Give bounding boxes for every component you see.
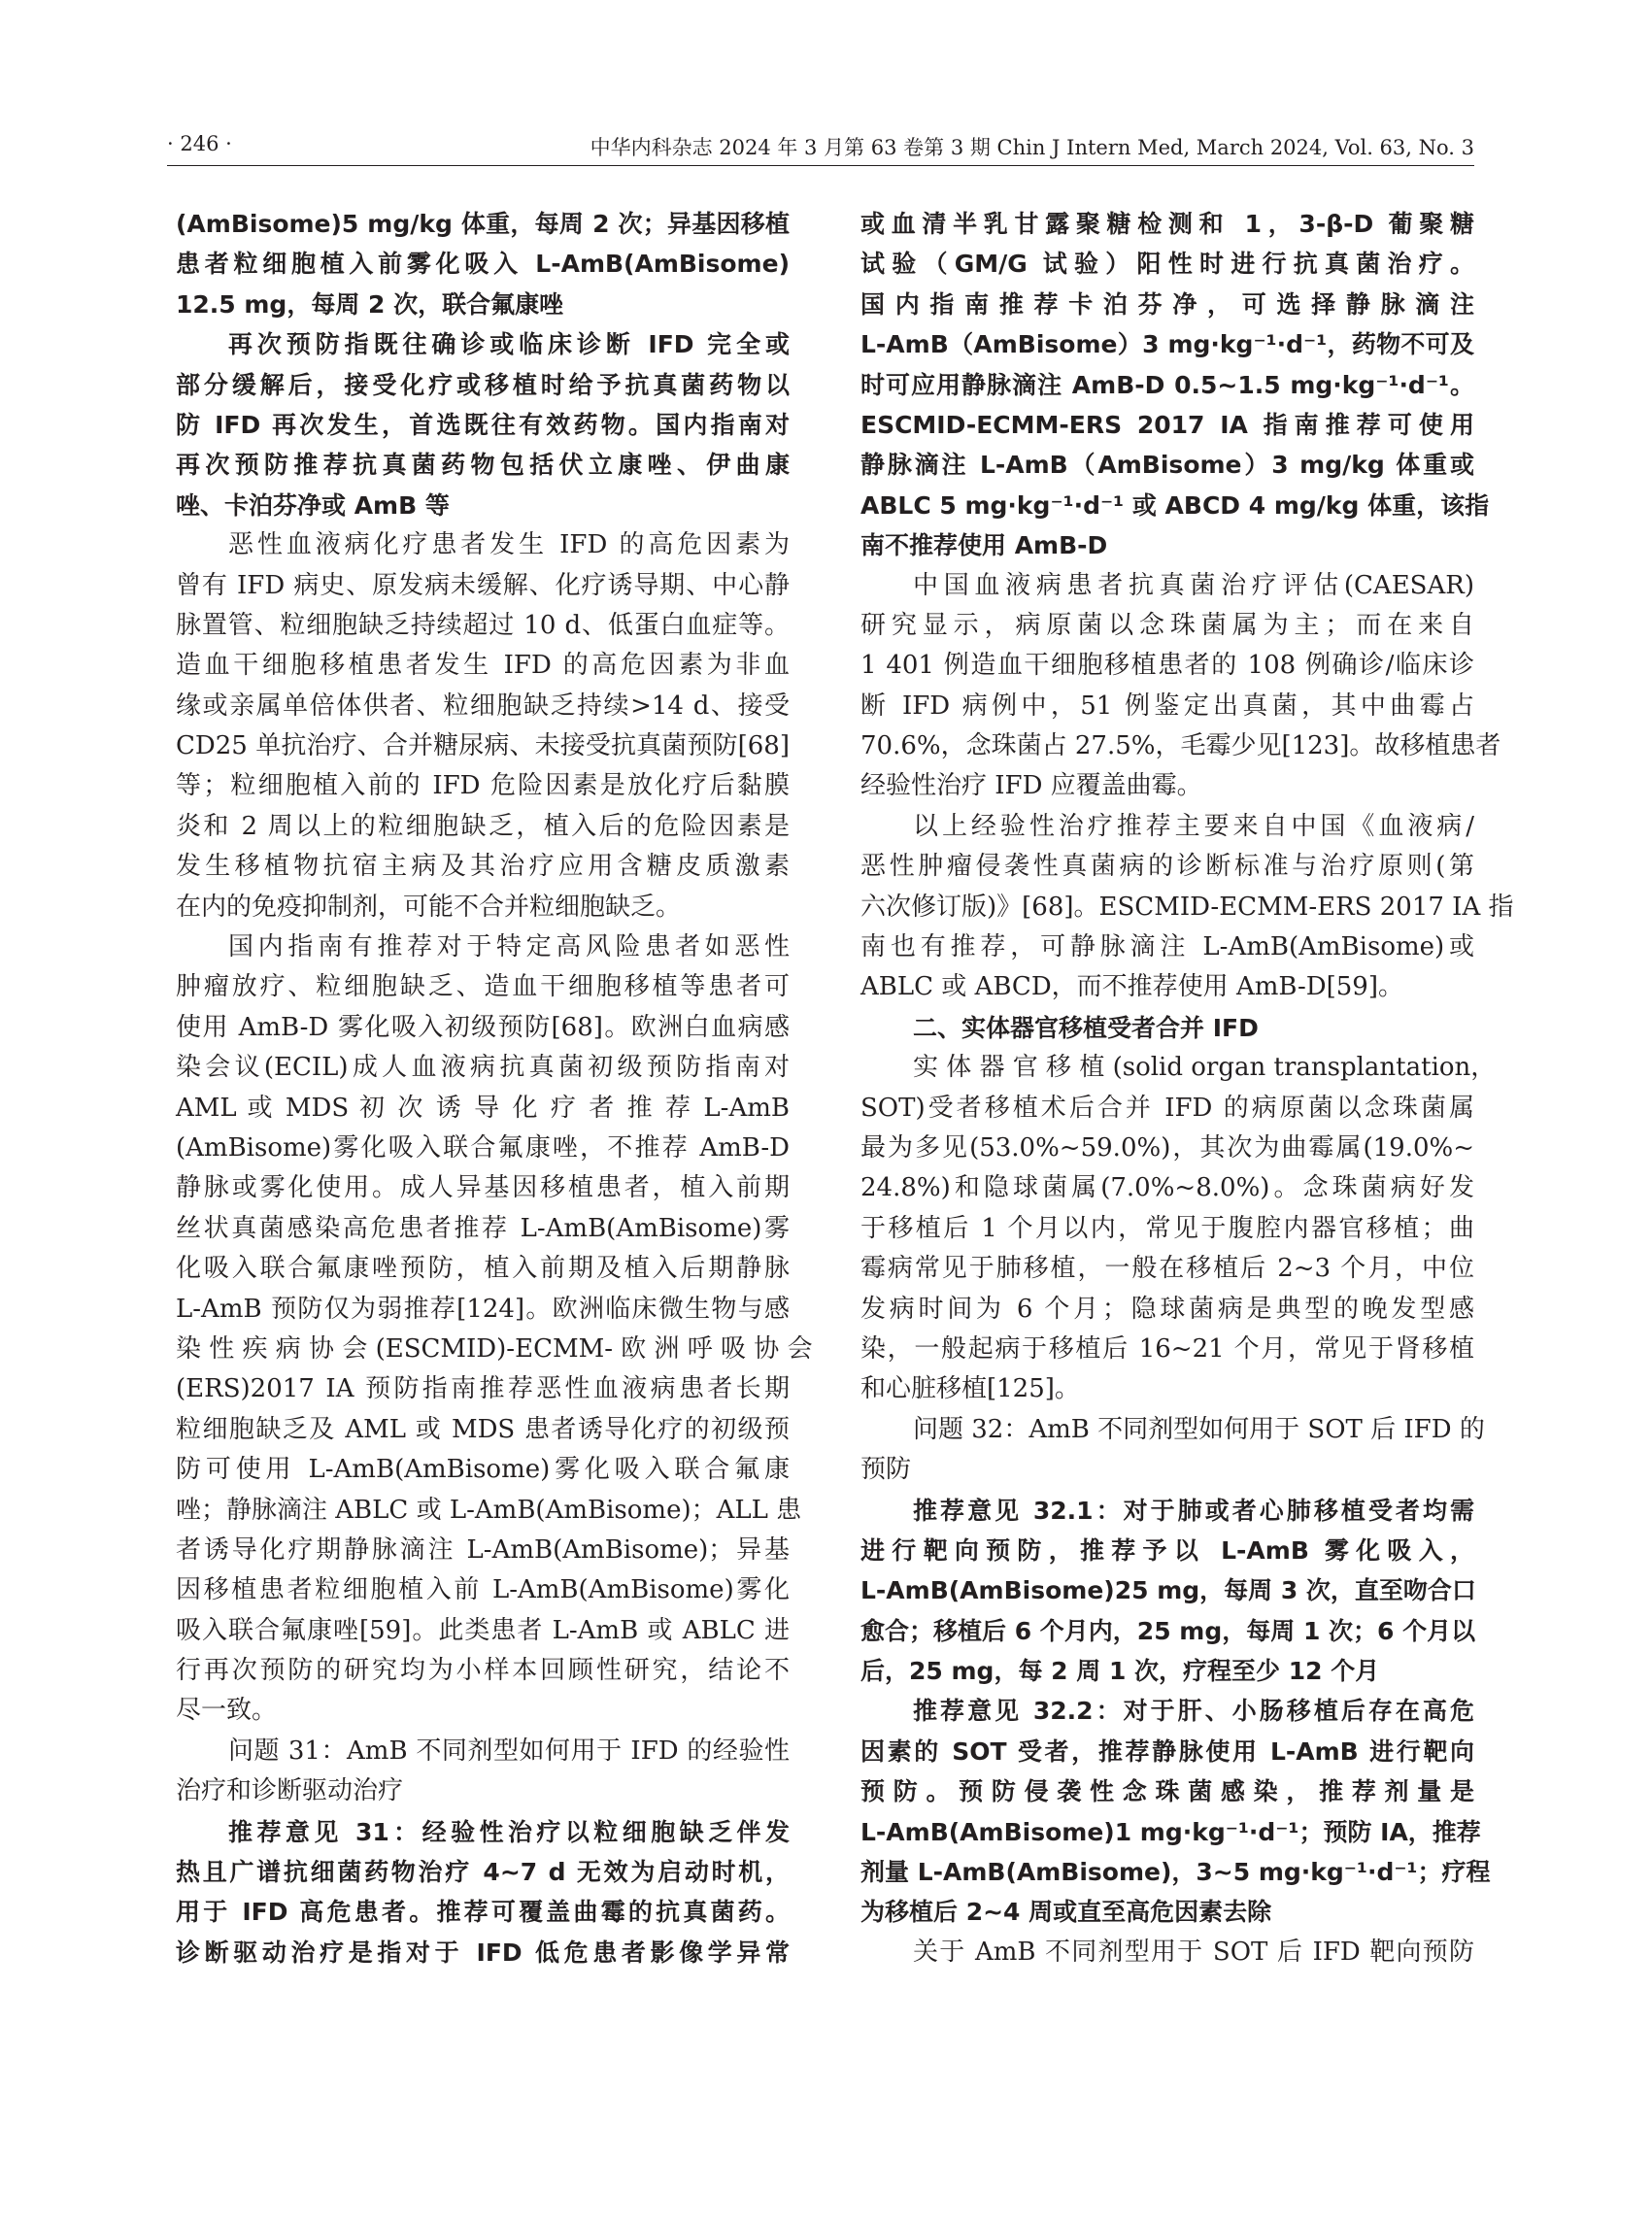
text-line [176, 405, 790, 445]
text-line [176, 1209, 790, 1249]
text-line [176, 687, 790, 726]
text-line-content: 国内指南推荐卡泊芬净，可选择静脉滴注 [860, 289, 1474, 319]
page-number: · 246 · [167, 132, 232, 155]
text-line-content: 唑；静脉滴注 ABLC 或 L-AmB(AmBisome)；ALL 患 [176, 1495, 802, 1525]
text-line-content: 造血干细胞移植患者发生 IFD 的高危因素为非血 [176, 651, 790, 681]
text-line-content: AML 或 MDS 初 次 诱 导 化 疗 者 推 荐 L-AmB [176, 1093, 790, 1123]
text-line-content: ABLC 或 ABCD，而不推荐使用 AmB-D[59]。 [860, 972, 1403, 1002]
text-line [860, 525, 1474, 565]
text-line-content: L-AmB(AmBisome)25 mg，每周 3 次，直至吻合口 [860, 1576, 1476, 1605]
text-line [176, 1129, 790, 1168]
text-line-content: 最为多见(53.0%~59.0%)，其次为曲霉属(19.0%~ [860, 1132, 1474, 1163]
text-line [860, 1168, 1474, 1208]
text-line [860, 606, 1474, 646]
right-column [860, 204, 1514, 1972]
text-line [176, 646, 790, 686]
text-line [860, 1691, 1474, 1731]
text-line [176, 1732, 790, 1771]
text-line-content: 实 体 器 官 移 植 (solid organ transplantation， [913, 1053, 1497, 1083]
text-line [860, 927, 1474, 967]
text-line-content: 二、实体器官移植受者合并 IFD [913, 1013, 1259, 1042]
text-line [176, 927, 790, 967]
text-line-content: 行再次预防的研究均为小样本回顾性研究，结论不 [176, 1656, 790, 1686]
text-line [860, 365, 1474, 405]
text-line-content: 发生移植物抗宿主病及其治疗应用含糖皮质激素 [176, 852, 790, 882]
text-line [860, 687, 1474, 726]
text-line [860, 1611, 1474, 1651]
text-line-content: 诊断驱动治疗是指对于 IFD 低危患者影像学异常 [176, 1938, 790, 1967]
text-line [860, 1933, 1474, 1972]
text-line-content: 防可使用 L-AmB(AmBisome)雾化吸入联合氟康 [176, 1455, 790, 1485]
text-line [176, 244, 790, 284]
text-line [176, 766, 790, 806]
text-line [176, 888, 790, 927]
text-line [176, 1771, 790, 1811]
text-line-content: 染会议(ECIL)成人血液病抗真菌初级预防指南对 [176, 1053, 790, 1083]
text-line [176, 285, 790, 324]
text-line [176, 807, 790, 847]
text-line-content: 南不推荐使用 AmB-D [860, 531, 1108, 560]
text-line-content: 预防 [860, 1455, 912, 1485]
text-line-content: (AmBisome)雾化吸入联合氟康唑，不推荐 AmB-D [176, 1132, 790, 1163]
text-line-content: 唑、卡泊芬净或 AmB 等 [176, 490, 450, 520]
text-line-content: 尽一致。 [176, 1696, 278, 1726]
text-line-content: 再次预防推荐抗真菌药物包括伏立康唑、伊曲康 [176, 451, 790, 480]
text-line [176, 1450, 790, 1490]
text-line-content: 再次预防指既往确诊或临床诊断 IFD 完全或 [228, 330, 790, 359]
text-line-content: 染 性 疾 病 协 会 (ESCMID)-ECMM- 欧 洲 呼 吸 协 会 [176, 1333, 813, 1364]
text-line [860, 1249, 1474, 1289]
text-line-content: 缘或亲属单倍体供者、粒细胞缺乏持续>14 d、接受 [176, 691, 790, 721]
text-line [860, 1812, 1481, 1852]
text-line-content: 脉置管、粒细胞缺乏持续超过 10 d、低蛋白血症等。 [176, 610, 790, 640]
text-line-content: 丝状真菌感染高危患者推荐 L-AmB(AmBisome)雾 [176, 1213, 790, 1243]
text-line-content: 者诱导化疗期静脉滴注 L-AmB(AmBisome)；异基 [176, 1534, 790, 1565]
text-line [860, 204, 1474, 244]
text-line-content: 和心脏移植[125]。 [860, 1374, 1080, 1404]
text-line [176, 1168, 790, 1208]
text-line-content: 化吸入联合氟康唑预防，植入前期及植入后期静脉 [176, 1254, 790, 1284]
text-line-content: 时可应用静脉滴注 AmB-D 0.5~1.5 mg·kg⁻¹·d⁻¹。 [860, 370, 1474, 399]
text-line-content: 后，25 mg，每 2 周 1 次，疗程至少 12 个月 [860, 1657, 1380, 1686]
text-line-content: 经验性治疗 IFD 应覆盖曲霉。 [860, 771, 1202, 801]
text-line-content: 吸入联合氟康唑[59]。此类患者 L-AmB 或 ABLC 进 [176, 1615, 790, 1645]
text-line [176, 1892, 790, 1932]
text-line [860, 1651, 1474, 1691]
text-line [176, 1369, 790, 1409]
text-line [860, 1089, 1474, 1129]
text-line [860, 1008, 1474, 1048]
text-line-content: ABLC 5 mg·kg⁻¹·d⁻¹ 或 ABCD 4 mg/kg 体重，该指 [860, 490, 1490, 520]
text-line [176, 204, 790, 244]
text-line-content: 静脉滴注 L-AmB（AmBisome）3 mg/kg 体重或 [860, 451, 1474, 480]
text-line [176, 525, 790, 565]
text-line-content: 热且广谱抗细菌药物治疗 4~7 d 无效为启动时机， [176, 1858, 790, 1887]
text-line [860, 1369, 1474, 1409]
text-line [176, 324, 790, 364]
text-line [860, 1732, 1474, 1771]
text-line [176, 566, 790, 606]
text-line [176, 365, 790, 405]
text-line-content: L-AmB(AmBisome)1 mg·kg⁻¹·d⁻¹；预防 IA，推荐 [860, 1817, 1481, 1846]
text-line [176, 445, 790, 485]
text-line [860, 1570, 1474, 1610]
text-line-content: 恶性血液病化疗患者发生 IFD 的高危因素为 [228, 530, 790, 560]
text-line-content: 推荐意见 32.1：对于肺或者心肺移植受者均需 [913, 1496, 1474, 1525]
text-line [860, 1892, 1474, 1932]
text-line-content: (AmBisome)5 mg/kg 体重，每周 2 次；异基因移植 [176, 210, 790, 238]
text-line-content: 或血清半乳甘露聚糖检测和 1，3-β-D 葡聚糖 [860, 210, 1474, 238]
text-line-content: 霉病常见于肺移植，一般在移植后 2~3 个月，中位 [860, 1254, 1474, 1284]
text-line-content: SOT)受者移植术后合并 IFD 的病原菌以念珠菌属 [860, 1093, 1474, 1123]
text-line [860, 766, 1474, 806]
text-line-content: 中国血液病患者抗真菌治疗评估(CAESAR) [913, 570, 1474, 600]
text-line [860, 566, 1474, 606]
text-line [176, 1611, 790, 1651]
text-line [176, 1570, 790, 1610]
text-line-content: 用于 IFD 高危患者。推荐可覆盖曲霉的抗真菌药。 [176, 1898, 790, 1927]
text-line [860, 1771, 1474, 1811]
text-line [176, 1089, 790, 1129]
text-line [176, 486, 790, 525]
text-line-content: 治疗和诊断驱动治疗 [176, 1776, 404, 1806]
text-line-content: 剂量 L-AmB(AmBisome)，3~5 mg·kg⁻¹·d⁻¹；疗程 [860, 1858, 1491, 1887]
text-line [860, 445, 1474, 485]
text-line [860, 807, 1474, 847]
text-line-content: 关于 AmB 不同剂型用于 SOT 后 IFD 靶向预防 [913, 1937, 1474, 1967]
text-line-content: ESCMID-ECMM-ERS 2017 IA 指南推荐可使用 [860, 410, 1474, 439]
text-line [176, 1651, 790, 1691]
text-line-content: 发病时间为 6 个月；隐球菌病是典型的晚发型感 [860, 1294, 1474, 1324]
text-line [860, 1410, 1485, 1450]
text-line-content: 因素的 SOT 受者，推荐静脉使用 L-AmB 进行靶向 [860, 1736, 1474, 1766]
text-line-content: 曾有 IFD 病史、原发病未缓解、化疗诱导期、中心静 [176, 570, 790, 600]
text-line [176, 1048, 790, 1088]
text-line-content: 南也有推荐，可静脉滴注 L-AmB(AmBisome)或 [860, 932, 1474, 962]
text-line [860, 1491, 1474, 1531]
text-line-content: 70.6%，念珠菌占 27.5%，毛霉少见[123]。故移植患者 [860, 731, 1501, 761]
text-line-content: 为移植后 2~4 周或直至高危因素去除 [860, 1898, 1272, 1927]
text-line [176, 1852, 790, 1892]
text-line-content: 国内指南有推荐对于特定高风险患者如恶性 [228, 932, 790, 962]
text-line [176, 1491, 802, 1531]
text-line [860, 1852, 1491, 1892]
text-line-content: 恶性肿瘤侵袭性真菌病的诊断标准与治疗原则(第 [860, 852, 1474, 882]
text-line [176, 726, 790, 766]
text-line-content: 预防。预防侵袭性念珠菌感染，推荐剂量是 [860, 1777, 1474, 1806]
text-line-content: 研究显示，病原菌以念珠菌属为主；而在来自 [860, 610, 1474, 640]
text-line-content: 使用 AmB-D 雾化吸入初级预防[68]。欧洲白血病感 [176, 1012, 790, 1042]
text-line-content: 以上经验性治疗推荐主要来自中国《血液病/ [913, 811, 1474, 841]
text-line-content: 断 IFD 病例中，51 例鉴定出真菌，其中曲霉占 [860, 691, 1474, 721]
text-line-content: 在内的免疫抑制剂，可能不合并粒细胞缺乏。 [176, 892, 682, 922]
text-line [176, 967, 790, 1007]
text-line [176, 1691, 790, 1731]
text-line [860, 1290, 1474, 1330]
text-line-content: 六次修订版)》[68]。ESCMID-ECMM-ERS 2017 IA 指 [860, 892, 1514, 922]
text-line [860, 726, 1501, 766]
text-line-content: 部分缓解后，接受化疗或移植时给予抗真菌药物以 [176, 370, 790, 399]
text-line [860, 486, 1490, 525]
text-line-content: 推荐意见 32.2：对于肝、小肠移植后存在高危 [913, 1697, 1474, 1726]
text-line [176, 1812, 790, 1852]
text-line-content: CD25 单抗治疗、合并糖尿病、未接受抗真菌预防[68] [176, 731, 790, 761]
text-line-content: 静脉或雾化使用。成人异基因移植患者，植入前期 [176, 1173, 790, 1203]
text-line [860, 1129, 1474, 1168]
text-line [860, 1330, 1474, 1369]
text-line-content: 粒细胞缺乏及 AML 或 MDS 患者诱导化疗的初级预 [176, 1414, 790, 1444]
text-line-content: (ERS)2017 IA 预防指南推荐恶性血液病患者长期 [176, 1374, 790, 1404]
text-line [176, 1290, 790, 1330]
text-line-content: 12.5 mg，每周 2 次，联合氟康唑 [176, 289, 564, 319]
text-line [860, 646, 1474, 686]
text-line [860, 244, 1474, 284]
text-line [176, 1531, 790, 1570]
text-line [176, 1330, 813, 1369]
text-line-content: 24.8%)和隐球菌属(7.0%~8.0%)。念珠菌病好发 [860, 1173, 1474, 1203]
running-header [167, 132, 1474, 166]
text-line [860, 285, 1474, 324]
text-line-content: 进行靶向预防，推荐予以 L-AmB 雾化吸入， [860, 1535, 1474, 1565]
text-line [176, 606, 790, 646]
text-line [860, 1450, 1474, 1490]
text-line-content: 问题 31：AmB 不同剂型如何用于 IFD 的经验性 [228, 1736, 790, 1766]
text-line [860, 324, 1474, 364]
text-line [860, 888, 1514, 927]
text-line-content: 肿瘤放疗、粒细胞缺乏、造血干细胞移植等患者可 [176, 972, 790, 1002]
text-line [860, 967, 1474, 1007]
text-line-content: L-AmB（AmBisome）3 mg·kg⁻¹·d⁻¹，药物不可及 [860, 330, 1474, 359]
text-line-content: 问题 32：AmB 不同剂型如何用于 SOT 后 IFD 的 [913, 1414, 1485, 1444]
text-line [860, 1531, 1474, 1570]
text-line [860, 1209, 1474, 1249]
text-line-content: 1 401 例造血干细胞移植患者的 108 例确诊/临床诊 [860, 651, 1474, 681]
text-line-content: 防 IFD 再次发生，首选既往有效药物。国内指南对 [176, 410, 790, 439]
journal-citation: 中华内科杂志 2024 年 3 月第 63 卷第 3 期 Chin J Intern Med, March 2024, Vol. 63, No. 3 [590, 136, 1474, 159]
text-line [176, 1933, 790, 1972]
text-line-content: 因移植患者粒细胞植入前 L-AmB(AmBisome)雾化 [176, 1575, 790, 1605]
text-line [176, 1008, 790, 1048]
text-line-content: 炎和 2 周以上的粒细胞缺乏，植入后的危险因素是 [176, 811, 790, 841]
text-line [860, 405, 1474, 445]
text-line [860, 847, 1474, 887]
text-line [176, 847, 790, 887]
text-line [860, 1048, 1497, 1088]
text-line-content: L-AmB 预防仅为弱推荐[124]。欧洲临床微生物与感 [176, 1294, 790, 1324]
text-line-content: 愈合；移植后 6 个月内，25 mg，每周 1 次；6 个月以 [860, 1616, 1476, 1645]
text-line-content: 等；粒细胞植入前的 IFD 危险因素是放化疗后黏膜 [176, 771, 790, 801]
text-line-content: 于移植后 1 个月以内，常见于腹腔内器官移植；曲 [860, 1213, 1474, 1243]
text-line-content: 患者粒细胞植入前雾化吸入 L-AmB(AmBisome) [176, 250, 790, 279]
text-line [176, 1249, 790, 1289]
text-line [176, 1410, 790, 1450]
text-line-content: 推荐意见 31：经验性治疗以粒细胞缺乏伴发 [228, 1817, 790, 1846]
text-line-content: 染，一般起病于移植后 16~21 个月，常见于肾移植 [860, 1333, 1474, 1364]
text-line-content: 试验（GM/G 试验）阳性时进行抗真菌治疗。 [860, 250, 1474, 279]
left-column [176, 204, 813, 1972]
